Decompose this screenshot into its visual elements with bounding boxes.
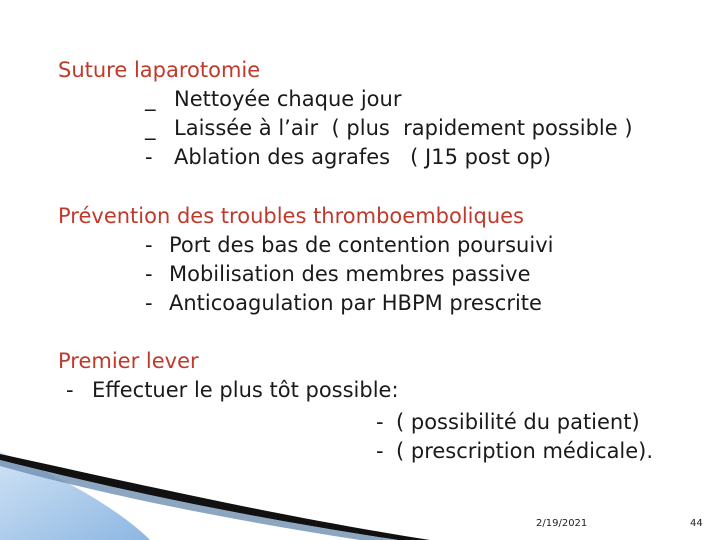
- bullet-marker: -: [145, 233, 153, 257]
- bullet-marker: _: [145, 116, 156, 140]
- section-heading-prevention: Prévention des troubles thromboemboliques: [58, 204, 524, 228]
- page-number: 44: [690, 518, 703, 529]
- footer-date: 2/19/2021: [536, 518, 588, 529]
- bullet-marker: _: [145, 87, 156, 111]
- bullet-marker: -: [145, 262, 153, 286]
- list-item: Anticoagulation par HBPM prescrite: [169, 291, 542, 315]
- bullet-marker: -: [145, 145, 153, 169]
- list-item: ( possibilité du patient): [396, 410, 640, 434]
- list-item: ( prescription médicale).: [396, 439, 654, 463]
- bullet-marker: -: [376, 410, 384, 434]
- list-item: Laissée à l’air ( plus rapidement possible ): [174, 116, 633, 140]
- bullet-marker: -: [145, 291, 153, 315]
- section-heading-premier-lever: Premier lever: [58, 349, 199, 373]
- list-item: Ablation des agrafes ( J15 post op): [174, 145, 552, 169]
- list-item: Nettoyée chaque jour: [174, 87, 402, 111]
- list-item: Mobilisation des membres passive: [169, 262, 531, 286]
- corner-decoration: [0, 440, 720, 540]
- bullet-marker: -: [376, 439, 384, 463]
- bullet-marker: -: [66, 378, 74, 402]
- list-item: Effectuer le plus tôt possible:: [92, 378, 399, 402]
- list-item: Port des bas de contention poursuivi: [169, 233, 554, 257]
- section-heading-suture: Suture laparotomie: [58, 58, 261, 82]
